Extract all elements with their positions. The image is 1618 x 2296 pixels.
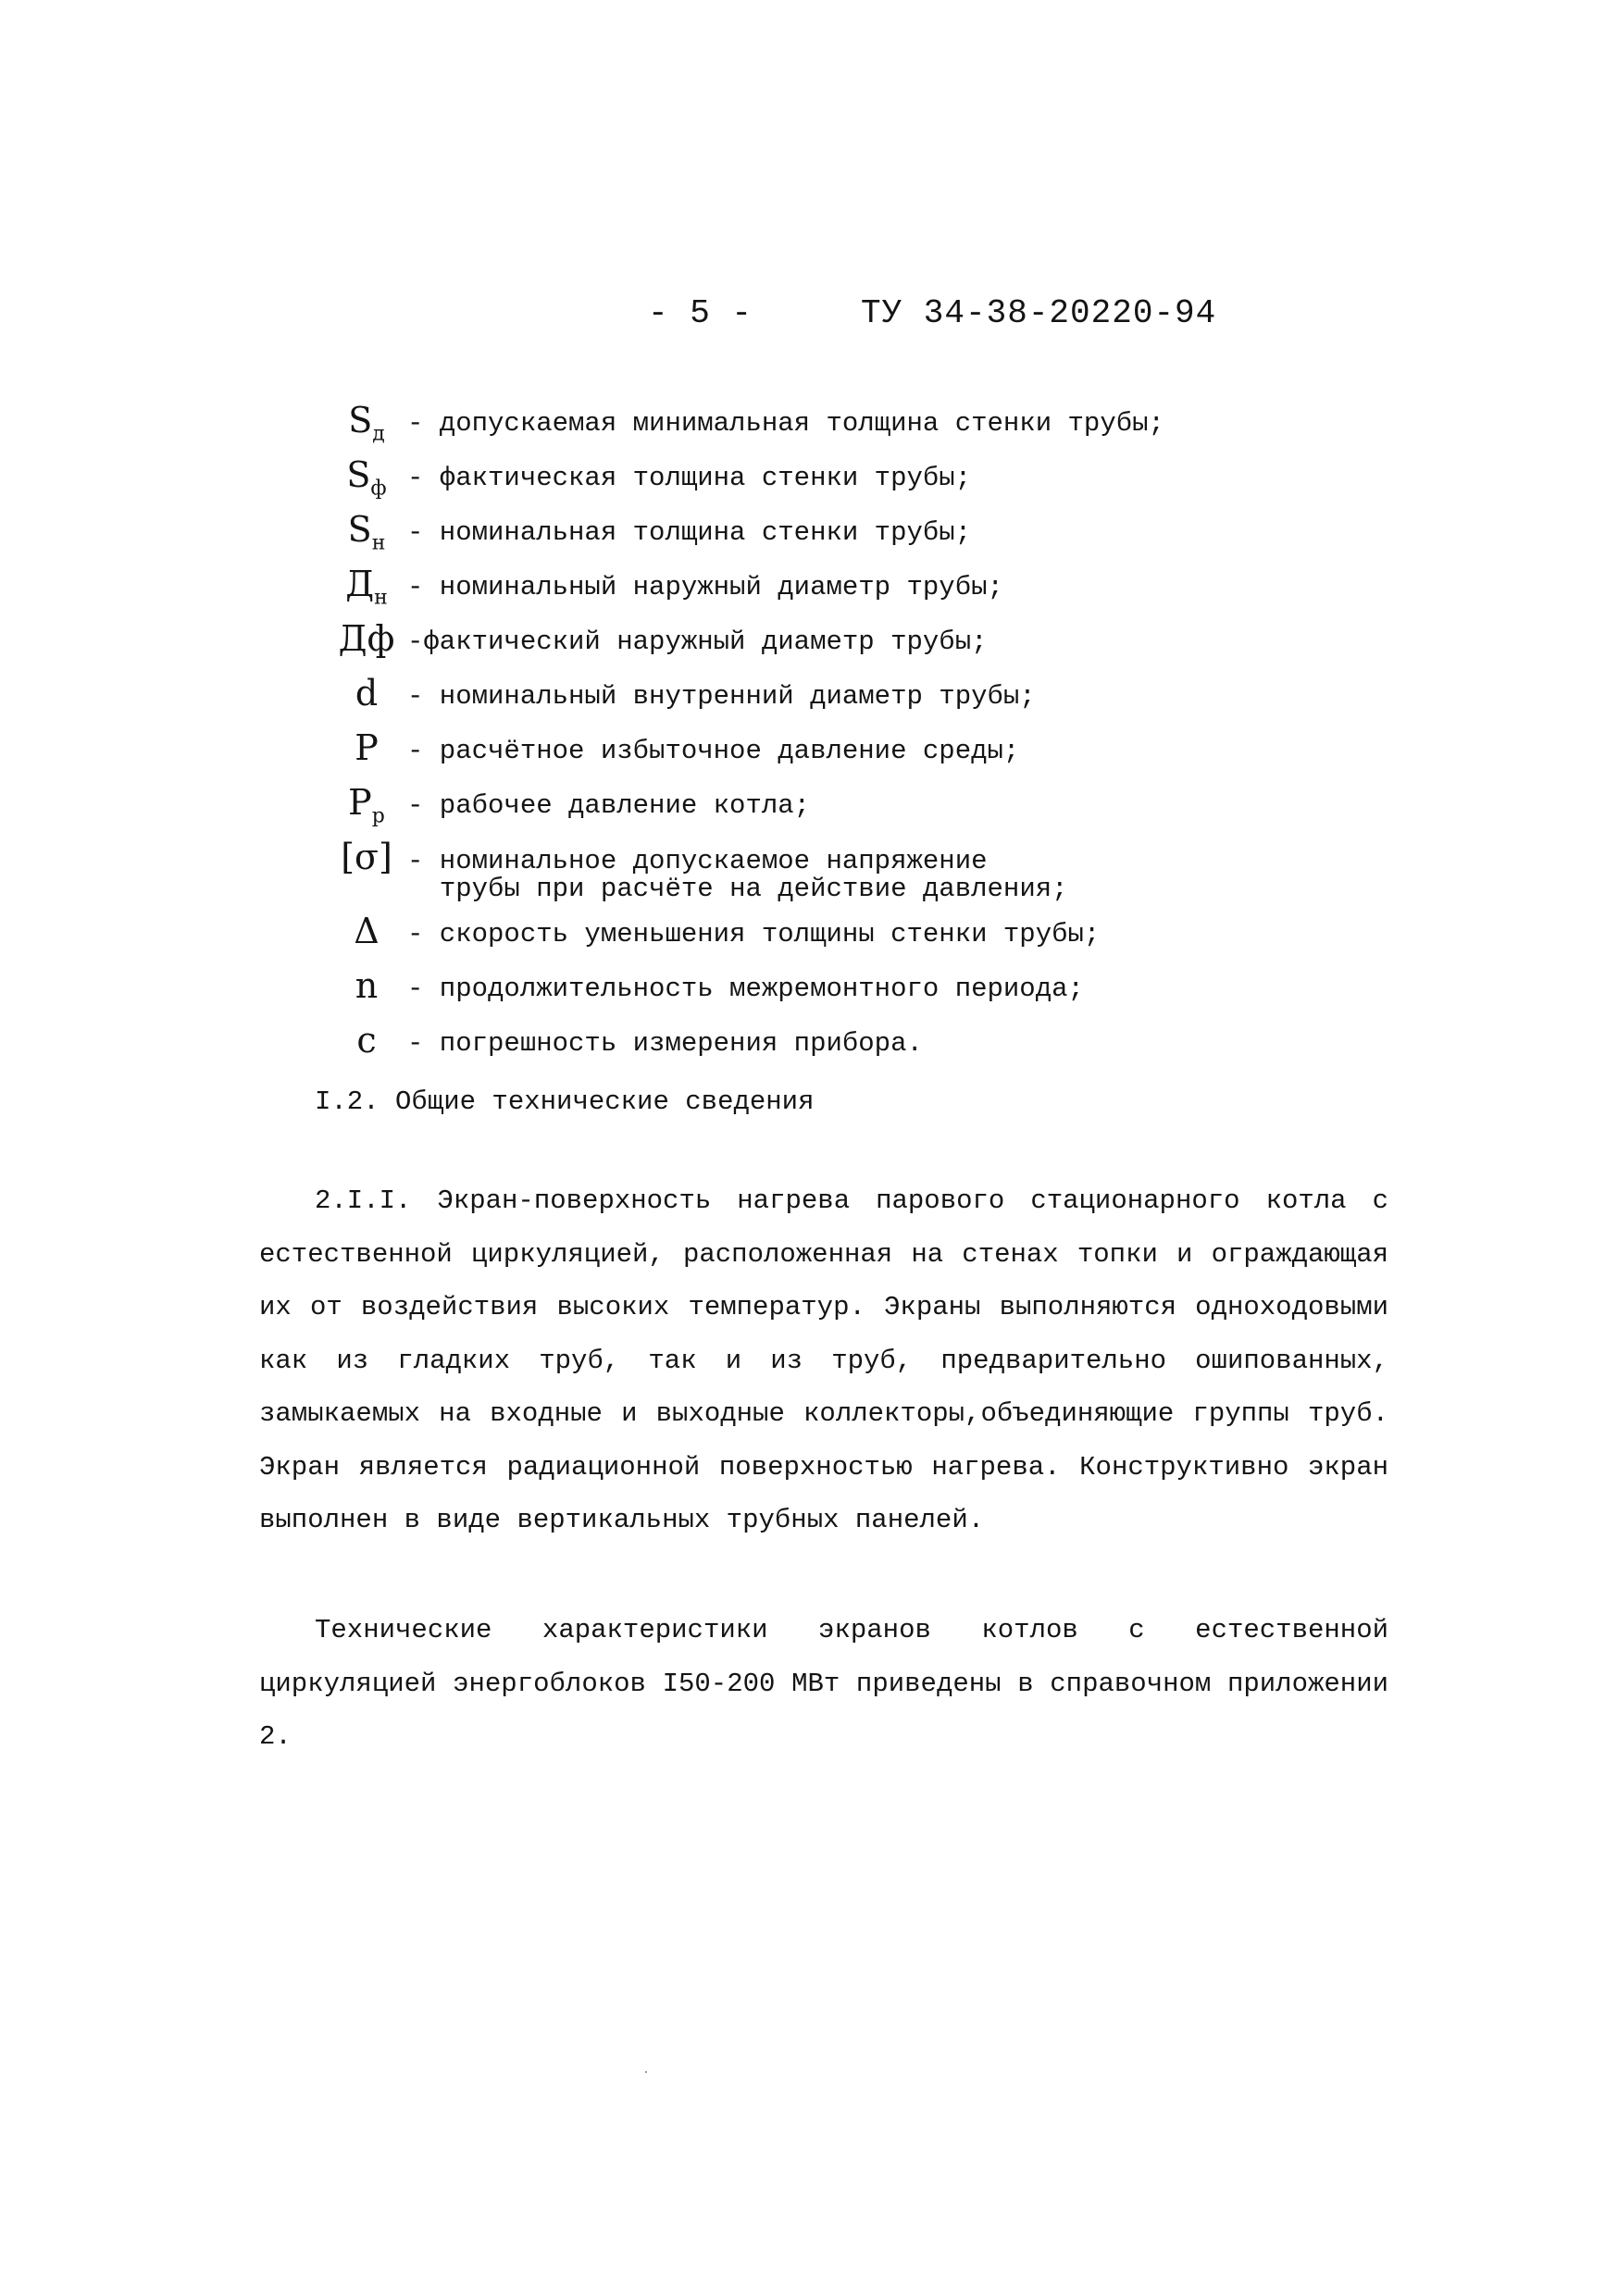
scan-speck bbox=[645, 2071, 647, 2073]
document-code: ТУ 34-38-20220-94 bbox=[861, 294, 1217, 332]
definition-item bbox=[333, 965, 1500, 1025]
definition-text: - номинальная толщина стенки трубы; bbox=[407, 517, 972, 548]
section-heading: I.2. Общие технические сведения bbox=[315, 1086, 815, 1117]
definition-item bbox=[333, 400, 1500, 460]
definition-symbol: $S_д$ bbox=[348, 400, 385, 446]
definition-item bbox=[333, 727, 1500, 788]
definition-symbol: $S_н$ bbox=[347, 509, 386, 555]
definition-symbol: Δ bbox=[354, 911, 380, 951]
definition-item bbox=[333, 564, 1500, 624]
definition-item bbox=[333, 618, 1500, 678]
definition-symbol: $P_р$ bbox=[348, 782, 385, 828]
definition-symbol: d bbox=[355, 673, 379, 714]
definition-symbol: [σ] bbox=[341, 837, 392, 877]
definition-text: - номинальное допускаемое напряжение трубы при расчёте на действие давления; bbox=[407, 846, 1068, 904]
definition-text: - продолжительность межремонтного периода; bbox=[407, 974, 1084, 1004]
definition-symbol: $Д_н$ bbox=[345, 564, 388, 610]
definition-symbol: Дф bbox=[338, 618, 395, 659]
definition-text: - допускаемая минимальная толщина стенки трубы; bbox=[407, 408, 1164, 439]
page-number: - 5 - bbox=[648, 294, 753, 332]
definition-item bbox=[333, 673, 1500, 733]
definition-symbol: n bbox=[355, 965, 379, 1006]
definition-text: - скорость уменьшения толщины стенки трубы; bbox=[407, 919, 1101, 949]
symbol-definitions-list bbox=[333, 400, 1500, 1080]
definition-text: - расчётное избыточное давление среды; bbox=[407, 736, 1020, 766]
definition-text: - рабочее давление котла; bbox=[407, 790, 811, 821]
definition-item bbox=[333, 782, 1500, 842]
definition-text: - фактическая толщина стенки трубы; bbox=[407, 463, 972, 493]
definition-item bbox=[333, 837, 1500, 916]
body-paragraph: 2.I.I. Экран-поверхность нагрева парового стационарного котла с естественной циркуляцией, расположенная на стенах топки и ограждающая их от воздействия высоких температур. Экраны выполняются одноходовыми как из гладких труб, так и из труб, предварительно ошипованных, замыкаемых на входные и выходные коллекторы,объединяющие группы труб. Экран является радиационной поверхностью нагрева. Конструктивно экран выполнен в виде вертикальных трубных панелей. bbox=[259, 1185, 1388, 1535]
definition-symbol: $S_ф$ bbox=[346, 454, 387, 501]
definition-text: - номинальный наружный диаметр трубы; bbox=[407, 572, 1003, 602]
definition-item bbox=[333, 1020, 1500, 1080]
body-paragraph: Технические характеристики экранов котлов с естественной циркуляцией энергоблоков I50-200 МВт приведены в справочном приложении 2. bbox=[259, 1615, 1388, 1752]
definition-symbol: P bbox=[355, 727, 379, 768]
definition-item bbox=[333, 509, 1500, 569]
definition-item bbox=[333, 454, 1500, 515]
definition-symbol: c bbox=[356, 1020, 377, 1061]
definition-text: -фактический наружный диаметр трубы; bbox=[407, 627, 988, 657]
definition-text: - погрешность измерения прибора. bbox=[407, 1028, 923, 1059]
page-header bbox=[648, 294, 1216, 332]
definition-item bbox=[333, 911, 1500, 971]
definition-text: - номинальный внутренний диаметр трубы; bbox=[407, 681, 1036, 712]
